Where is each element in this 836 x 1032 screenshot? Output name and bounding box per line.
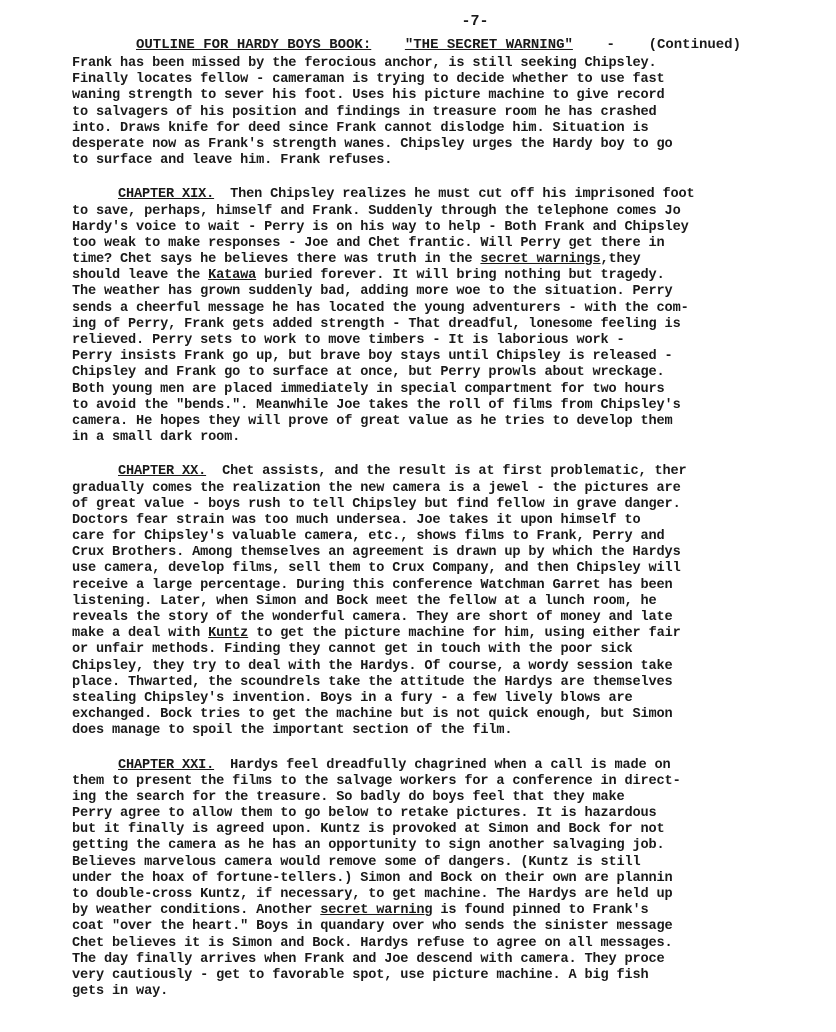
text-segment: Hardys feel dreadfully chagrined when a call is made on bbox=[230, 757, 671, 773]
text-line: stealing Chipsley's invention. Boys in a fury - a few lively blows are bbox=[72, 690, 633, 706]
text-segment: ,they bbox=[600, 252, 641, 268]
text-line: Hardy's voice to wait - Perry is on his way to help - Both Frank and Chipsley bbox=[72, 219, 689, 235]
chapter-19-heading: CHAPTER XIX. bbox=[118, 187, 215, 203]
text-line: waning strength to sever his foot. Uses his picture machine to give record bbox=[72, 88, 665, 104]
underlined-phrase: secret warnings bbox=[480, 252, 601, 268]
chapter-21-heading: CHAPTER XXI. bbox=[118, 757, 215, 773]
text-line bbox=[72, 268, 808, 284]
text-line: care for Chipsley's valuable camera, etc., shows films to Frank, Perry and bbox=[72, 529, 665, 545]
text-segment: Then Chipsley realizes he must cut off his imprisoned foot bbox=[230, 187, 695, 203]
page-number: -7- bbox=[461, 13, 489, 30]
underlined-phrase: Katawa bbox=[208, 268, 257, 284]
text-line: desperate now as Frank's strength wanes. Chipsley urges the Hardy boy to go bbox=[72, 136, 673, 152]
text-line: coat "over the heart." Boys in quandary over who sends the sinister message bbox=[72, 919, 673, 935]
text-segment: buried forever. It will bring nothing but tragedy. bbox=[256, 268, 665, 284]
chapter-20-first-line bbox=[72, 464, 808, 480]
title-continued: (Continued) bbox=[648, 37, 741, 53]
text-line: Chet believes it is Simon and Bock. Hardys refuse to agree on all messages. bbox=[72, 935, 673, 951]
text-segment: Chet assists, and the result is at first problematic, ther bbox=[222, 464, 687, 480]
text-line: listening. Later, when Simon and Bock meet the fellow at a lunch room, he bbox=[72, 593, 657, 609]
chapter-20-heading: CHAPTER XX. bbox=[118, 464, 207, 480]
title-dash: - bbox=[606, 37, 615, 53]
text-line: reveals the story of the wonderful camera. They are short of money and late bbox=[72, 610, 673, 625]
text-segment: is found pinned to Frank's bbox=[432, 903, 649, 919]
text-line: Frank has been missed by the ferocious anchor, is still seeking Chipsley. bbox=[72, 56, 657, 71]
text-segment: time? Chet says he believes there was truth in the bbox=[72, 252, 481, 268]
text-line: in a small dark room. bbox=[72, 430, 241, 446]
text-line: of great value - boys rush to tell Chipsley but find fellow in grave danger. bbox=[72, 496, 681, 512]
text-segment: to get the picture machine for him, using either fair bbox=[248, 626, 681, 642]
text-line: very cautiously - get to favorable spot, use picture machine. A big fish bbox=[72, 967, 649, 983]
chapter-20-paragraph bbox=[72, 464, 808, 739]
text-line: Perry insists Frank go up, but brave boy stays until Chipsley is released - bbox=[72, 349, 673, 365]
title-main: OUTLINE FOR HARDY BOYS BOOK: bbox=[136, 37, 372, 53]
text-segment: by weather conditions. Another bbox=[72, 903, 321, 919]
text-segment: should leave the bbox=[72, 268, 209, 284]
paragraph-continued bbox=[72, 56, 808, 169]
title-book: "THE SECRET WARNING" bbox=[404, 37, 573, 53]
text-line bbox=[72, 903, 808, 919]
chapter-19-paragraph bbox=[72, 187, 808, 446]
text-line: ing of Perry, Frank gets added strength - That dreadful, lonesome feeling is bbox=[72, 316, 681, 332]
text-line: into. Draws knife for deed since Frank cannot dislodge him. Situation is bbox=[72, 120, 649, 136]
text-line: camera. He hopes they will prove of great value as he tries to develop them bbox=[72, 413, 673, 429]
text-line: place. Thwarted, the scoundrels take the attitude the Hardys are themselves bbox=[72, 674, 673, 690]
chapter-21-first-line bbox=[72, 758, 808, 774]
text-line: exchanged. Bock tries to get the machine but is not quick enough, but Simon bbox=[72, 707, 673, 723]
text-line: them to present the films to the salvage workers for a conference in direct- bbox=[72, 773, 681, 789]
text-line: Chipsley and Frank go to surface at once, but Perry prowls about wreckage. bbox=[72, 365, 665, 381]
text-line: Perry agree to allow them to go below to retake pictures. It is hazardous bbox=[72, 806, 657, 822]
text-line: to avoid the "bends.". Meanwhile Joe takes the roll of films from Chipsley's bbox=[72, 397, 681, 413]
text-line: too weak to make responses - Joe and Chet frantic. Will Perry get there in bbox=[72, 235, 665, 251]
text-line: gets in way. bbox=[72, 984, 169, 1000]
text-line: receive a large percentage. During this conference Watchman Garret has been bbox=[72, 577, 673, 593]
text-line: gradually comes the realization the new camera is a jewel - the pictures are bbox=[72, 480, 681, 496]
text-line: to save, perhaps, himself and Frank. Suddenly through the telephone comes Jo bbox=[72, 203, 681, 219]
text-line: Crux Brothers. Among themselves an agreement is drawn up by which the Hardys bbox=[72, 545, 681, 561]
text-line: The weather has grown suddenly bad, adding more woe to the situation. Perry bbox=[72, 284, 673, 300]
text-line: Believes marvelous camera would remove some of dangers. (Kuntz is still bbox=[72, 854, 641, 870]
text-line: relieved. Perry sets to work to move timbers - It is laborious work - bbox=[72, 333, 625, 348]
text-line: or unfair methods. Finding they cannot get in touch with the poor sick bbox=[72, 642, 633, 658]
text-line bbox=[72, 626, 808, 642]
underlined-phrase: Kuntz bbox=[208, 626, 249, 642]
text-line: ing the search for the treasure. So badly do boys feel that they make bbox=[72, 789, 625, 805]
text-line: Doctors fear strain was too much undersea. Joe takes it upon himself to bbox=[72, 512, 641, 528]
text-line: does manage to spoil the important section of the film. bbox=[72, 723, 513, 739]
text-line: to double-cross Kuntz, if necessary, to get machine. The Hardys are held up bbox=[72, 887, 673, 902]
text-line: Both young men are placed immediately in special compartment for two hours bbox=[72, 381, 665, 397]
text-line: use camera, develop films, sell them to Crux Company, and then Chipsley will bbox=[72, 561, 681, 577]
text-line: Finally locates fellow - cameraman is trying to decide whether to use fast bbox=[72, 72, 665, 88]
text-line: The day finally arrives when Frank and Joe descend with camera. They proce bbox=[72, 951, 665, 967]
underlined-phrase: secret warning bbox=[320, 903, 433, 919]
text-line: to salvagers of his position and findings in treasure room he has crashed bbox=[72, 104, 657, 120]
text-line bbox=[72, 252, 808, 268]
text-line: but it finally is agreed upon. Kuntz is provoked at Simon and Bock for not bbox=[72, 822, 665, 838]
text-line: to surface and leave him. Frank refuses. bbox=[72, 153, 393, 169]
chapter-19-first-line bbox=[72, 187, 808, 203]
chapter-21-paragraph bbox=[72, 758, 808, 1001]
text-segment: make a deal with bbox=[72, 626, 209, 642]
text-line: Chipsley, they try to deal with the Hardys. Of course, a wordy session take bbox=[72, 658, 673, 674]
text-line: under the hoax of fortune-tellers.) Simon and Bock on their own are plannin bbox=[72, 870, 673, 886]
text-line: getting the camera as he has an opportunity to sign another salvaging job. bbox=[72, 838, 665, 854]
text-line: sends a cheerful message he has located the young adventurers - with the com- bbox=[72, 300, 689, 316]
page-title bbox=[136, 34, 808, 56]
